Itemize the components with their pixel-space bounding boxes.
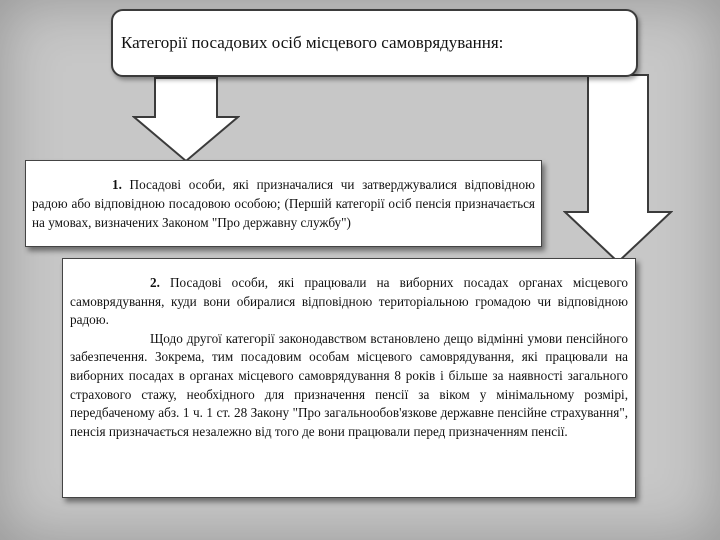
- arrow-down-left-icon: [132, 77, 240, 163]
- category-2-paragraph-2: Щодо другої категорії законодавством встановлено дещо відмінні умови пенсійного забезпечення. Зокрема, тим посадовим особам місцевого самоврядування, які працювали на виборних посадах в органах місцевого самоврядування 8 років і більше за наявності загального страхового стажу, необхідного для призначення пенсії за віком у мінімальному розмірі, передбаченому абз. 1 ч. 1 ст. 28 Закону "Про загальнообов'язкове державне пенсійне страхування", пенсія призначається незалежно від того де вони працювали перед призначенням пенсії.: [70, 330, 628, 439]
- category-2-text: Посадові особи, які працювали на виборних посадах органах місцевого самоврядування, куди вони обиралися відповідною територіальною громадою чи відповідною радою.: [70, 275, 628, 328]
- header-box: [111, 9, 638, 77]
- category-2-box: [62, 258, 636, 498]
- category-1-text: Посадові особи, які призначалися чи затверджувалися відповідною радою або відповідною посадовою особою; (Першій категорії осіб пенсія призначається на умовах, визначених Законом "Про державну службу"): [32, 177, 535, 230]
- category-1-paragraph: [32, 175, 535, 232]
- category-2-number: 2.: [150, 275, 160, 290]
- category-1-box: [25, 160, 542, 247]
- category-2-paragraph: [70, 274, 628, 330]
- header-title: Категорії посадових осіб місцевого самоврядування:: [121, 33, 504, 52]
- arrow-down-right-icon: [563, 74, 673, 264]
- category-1-number: 1.: [112, 177, 122, 192]
